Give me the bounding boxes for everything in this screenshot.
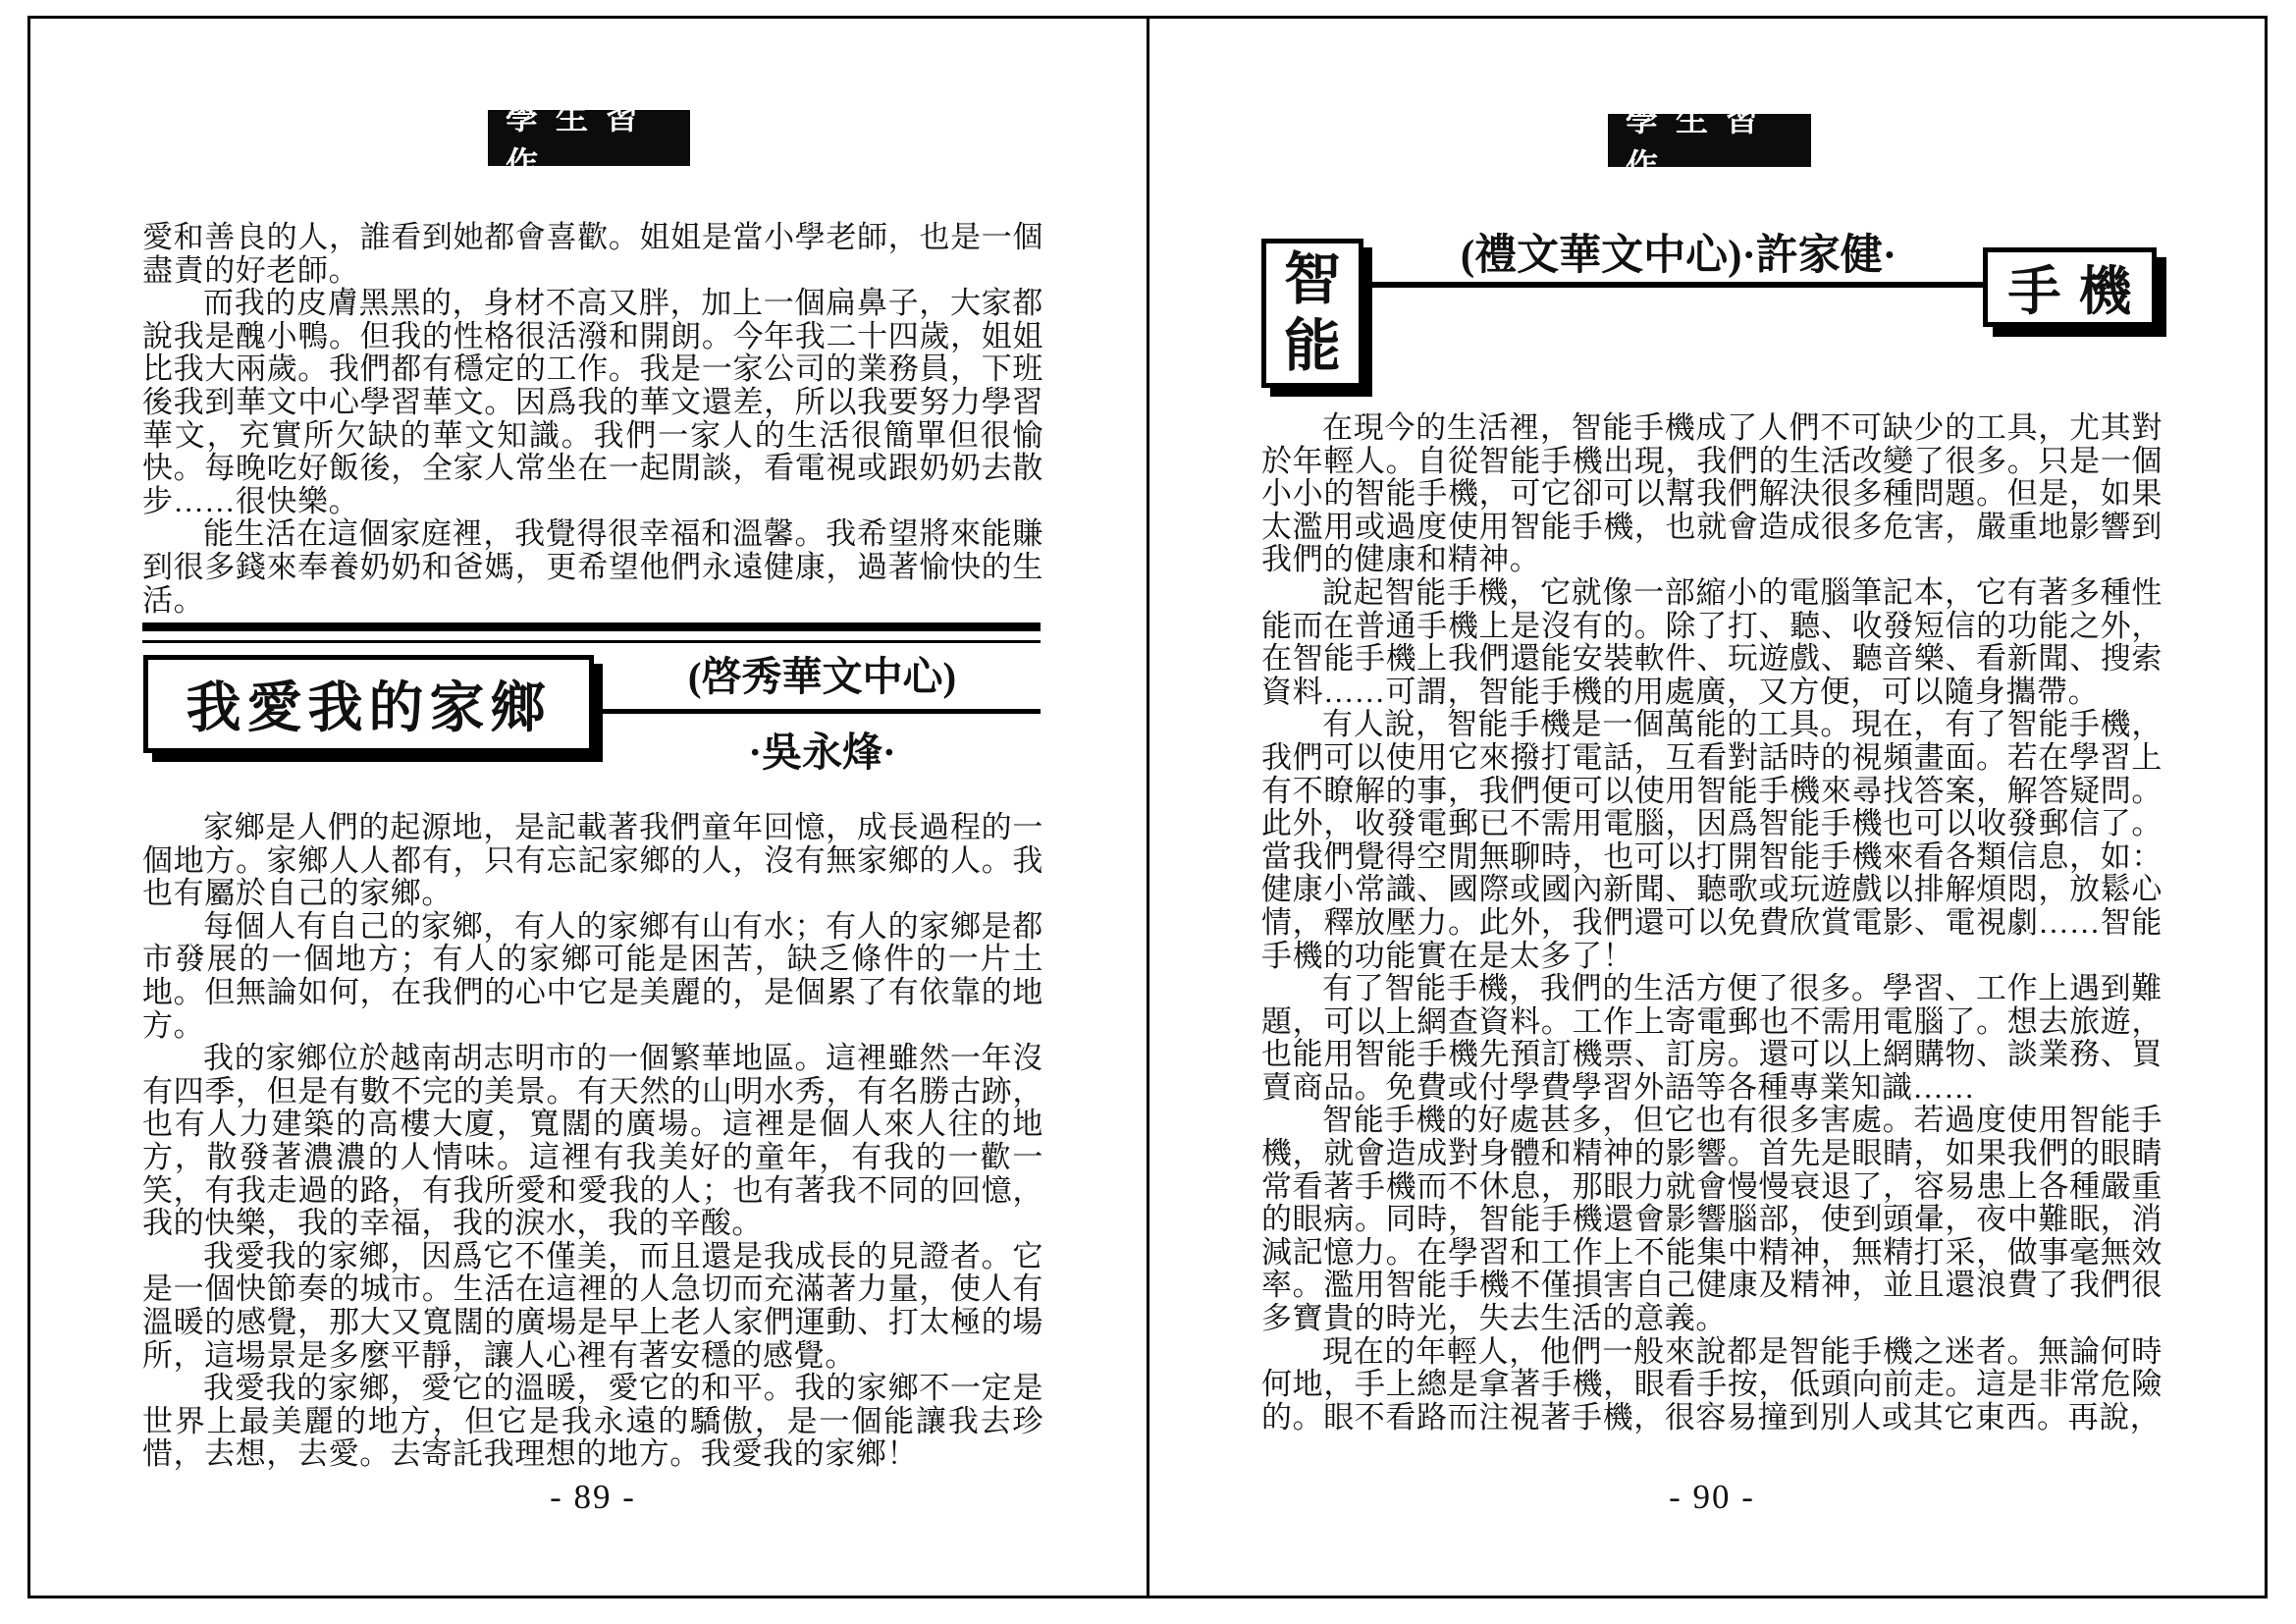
- paragraph: 智能手機的好處甚多，但它也有很多害處。若過度使用智能手機，就會造成對身體和精神的影響。首先是眼睛，如果我們的眼睛常看著手機而不休息，那眼力就會慢慢衰退了，容易患上各種嚴重的眼病。同時，智能手機還會影響腦部，使到頭暈，夜中難眠，消減記憶力。在學習和工作上不能集中精神，無精打采，做事毫無效率。濫用智能手機不僅損害自己健康及精神，並且還浪費了我們很多寶貴的時光，失去生活的意義。: [1261, 1103, 2163, 1336]
- title-byline-rule: [594, 709, 1041, 714]
- section-header-badge: 學生習作: [488, 110, 690, 166]
- paragraph: 在現今的生活裡，智能手機成了人們不可缺少的工具，尤其對於年輕人。自從智能手機出現，我們的生活改變了很多。只是一個小小的智能手機，可它卻可以幫我們解決很多種問題。但是，如果太濫用或過度使用智能手機，也就會造成很多危害，嚴重地影響到我們的健康和精神。: [1261, 410, 2163, 577]
- paragraph: 能生活在這個家庭裡，我覺得很幸福和溫馨。我希望將來能賺到很多錢來奉養奶奶和爸媽，更希望他們永遠健康，過著愉快的生活。: [142, 516, 1043, 618]
- paragraph: 說起智能手機，它就像一部縮小的電腦筆記本，它有著多種性能而在普通手機上是沒有的。除了打、聽、收發短信的功能之外，在智能手機上我們還能安裝軟件、玩遊戲、聽音樂、看新聞、搜索資料……可謂，智能手機的用處廣，又方便，可以隨身攜帶。: [1261, 574, 2163, 709]
- author-name: ·吳永烽·: [748, 730, 896, 775]
- paragraph: 家鄉是人們的起源地，是記載著我們童年回憶，成長過程的一個地方。家鄉人人都有，只有忘記家鄉的人，沒有無家鄉的人。我也有屬於自己的家鄉。: [142, 810, 1043, 911]
- title-connector-rule: [1362, 282, 1984, 288]
- continued-essay-text: [142, 221, 1043, 617]
- article-title: 我愛我的家鄉: [186, 677, 552, 738]
- article-title-side: 手機: [2007, 262, 2150, 321]
- school-name: (啓秀華文中心): [687, 654, 957, 699]
- page-number: - 90 -: [1669, 1478, 1755, 1516]
- article-title-box-side: [1983, 247, 2157, 327]
- title-char-zhi: 智: [1283, 247, 1341, 311]
- page-number: - 89 -: [550, 1478, 636, 1516]
- paragraph: 而我的皮膚黑黑的，身材不高又胖，加上一個扁鼻子，大家都說我是醜小鴨。但我的性格很活潑和開朗。今年我二十四歲，姐姐比我大兩歲。我們都有穩定的工作。我是一家公司的業務員，下班後我到華文中心學習華文。因爲我的華文還差，所以我要努力學習華文，充實所欠缺的華文知識。我們一家人的生活很簡單但很愉快。每晚吃好飯後，全家人常坐在一起閒談，看電視或跟奶奶去散步……很快樂。: [142, 286, 1043, 518]
- paragraph: 有人說，智能手機是一個萬能的工具。現在，有了智能手機，我們可以使用它來撥打電話，互看對話時的視頻畫面。若在學習上有不瞭解的事，我們便可以使用智能手機來尋找答案，解答疑問。此外，收發電郵已不需用電腦，因爲智能手機也可以收發郵信了。當我們覺得空閒無聊時，也可以打開智能手機來看各類信息，如：健康小常識、國際或國內新聞、聽歌或玩遊戲以排解煩悶，放鬆心情，釋放壓力。此外，我們還可以免費欣賞電影、電視劇……智能手機的功能實在是太多了！: [1261, 707, 2163, 973]
- paragraph: 現在的年輕人，他們一般來說都是智能手機之迷者。無論何時何地，手上總是拿著手機，眼看手按，低頭向前走。這是非常危險的。眼不看路而注視著手機，很容易撞到別人或其它東西。再說，: [1261, 1333, 2163, 1435]
- center-binding-line: [1147, 16, 1149, 1598]
- essay-body: [1261, 411, 2163, 1434]
- section-header-badge: 學生習作: [1608, 114, 1811, 167]
- paragraph: 我愛我的家鄉，愛它的溫暖，愛它的和平。我的家鄉不一定是世界上最美麗的地方，但它是我永遠的驕傲，是一個能讓我去珍惜，去想，去愛。去寄託我理想的地方。我愛我的家鄉！: [142, 1371, 1043, 1472]
- article-title-box: [143, 655, 594, 753]
- paragraph: 有了智能手機，我們的生活方便了很多。學習、工作上遇到難題，可以上網查資料。工作上寄電郵也不需用電腦了。想去旅遊，也能用智能手機先預訂機票、訂房。還可以上網購物、談業務、買賣商品。免費或付學費學習外語等各種專業知識……: [1261, 971, 2163, 1105]
- school-and-author: (禮文華文中心)·許家健·: [1460, 233, 1897, 279]
- section-separator-rule-thick: [142, 623, 1041, 631]
- title-char-neng: 能: [1283, 314, 1341, 378]
- paragraph: 我的家鄉位於越南胡志明市的一個繁華地區。這裡雖然一年沒有四季，但是有數不完的美景。有天然的山明水秀，有名勝古跡，也有人力建築的高樓大廈，寬闊的廣場。這裡是個人來人往的地方，散發著濃濃的人情味。這裡有我美好的童年，有我的一歡一笑，有我走過的路，有我所愛和愛我的人；也有著我不同的回憶，我的快樂，我的幸福，我的淚水，我的辛酸。: [142, 1041, 1043, 1241]
- essay-body: [142, 811, 1043, 1471]
- paragraph: 我愛我的家鄉，因爲它不僅美，而且還是我成長的見證者。它是一個快節奏的城市。生活在這裡的人急切而充滿著力量，使人有溫暖的感覺，那大又寬闊的廣場是早上老人家們運動、打太極的場所，這場景是多麼平靜，讓人心裡有著安穩的感覺。: [142, 1238, 1043, 1373]
- article-title-box-vertical: [1261, 239, 1363, 388]
- paragraph: 每個人有自己的家鄉，有人的家鄉有山有水；有人的家鄉是都市發展的一個地方；有人的家鄉可能是困苦，缺乏條件的一片土地。但無論如何，在我們的心中它是美麗的，是個累了有依靠的地方。: [142, 908, 1043, 1043]
- paragraph: 愛和善良的人，誰看到她都會喜歡。姐姐是當小學老師，也是一個盡責的好老師。: [142, 220, 1043, 288]
- section-separator-rule-thin: [142, 640, 1041, 643]
